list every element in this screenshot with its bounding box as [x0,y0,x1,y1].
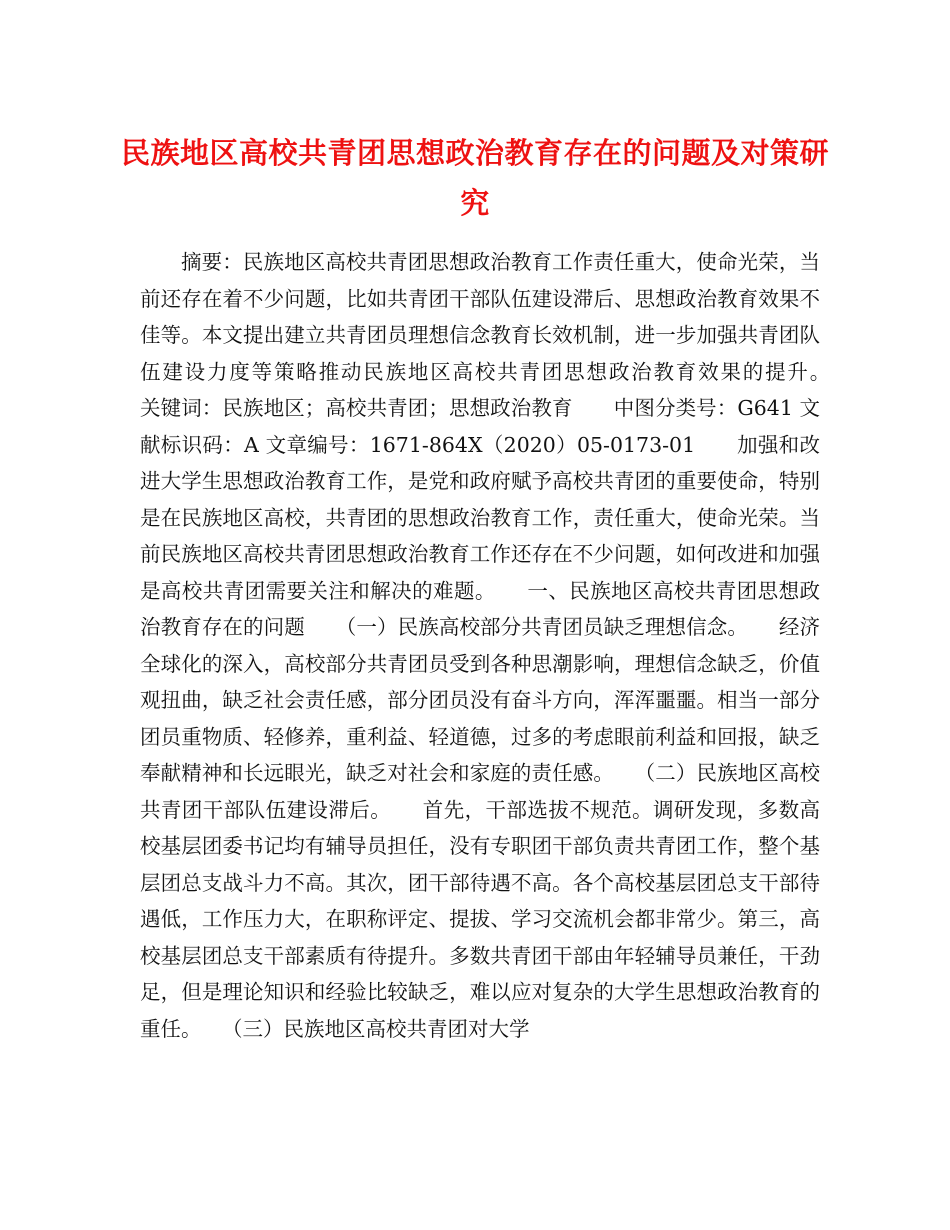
document-body-paragraph: 摘要：民族地区高校共青团思想政治教育工作责任重大，使命光荣，当前还存在着不少问题，比如共青团干部队伍建设滞后、思想政治教育效果不佳等。本文提出建立共青团员理想信念教育长效机制，进一步加强共青团队伍建设力度等策略推动民族地区高校共青团思想政治教育效果的提升。 关键词：民族地区；高校共青团；思想政治教育 中图分类号：G641 文献标识码：A 文章编号：1671-864X（2020）05-0173-01 加强和改进大学生思想政治教育工作，是党和政府赋予高校共青团的重要使命，特别是在民族地区高校，共青团的思想政治教育工作，责任重大，使命光荣。当前民族地区高校共青团思想政治教育工作还存在不少问题，如何改进和加强是高校共青团需要关注和解决的难题。 一、民族地区高校共青团思想政治教育存在的问题 （一）民族高校部分共青团员缺乏理想信念。 经济全球化的深入，高校部分共青团员受到各种思潮影响，理想信念缺乏，价值观扭曲，缺乏社会责任感，部分团员没有奋斗方向，浑浑噩噩。相当一部分团员重物质、轻修养，重利益、轻道德，过多的考虑眼前利益和回报，缺乏奉献精神和长远眼光，缺乏对社会和家庭的责任感。 （二）民族地区高校共青团干部队伍建设滞后。 首先，干部选拔不规范。调研发现，多数高校基层团委书记均有辅导员担任，没有专职团干部负责共青团工作，整个基层团总支战斗力不高。其次，团干部待遇不高。各个高校基层团总支干部待遇低，工作压力大，在职称评定、提拔、学习交流机会都非常少。第三，高校基层团总支干部素质有待提升。多数共青团干部由年轻辅导员兼任，干劲足，但是理论知识和经验比较缺乏，难以应对复杂的大学生思想政治教育的重任。 （三）民族地区高校共青团对大学 [140,250,861,1041]
document-title: 民族地区高校共青团思想政治教育存在的问题及对策研究 [120,136,829,220]
